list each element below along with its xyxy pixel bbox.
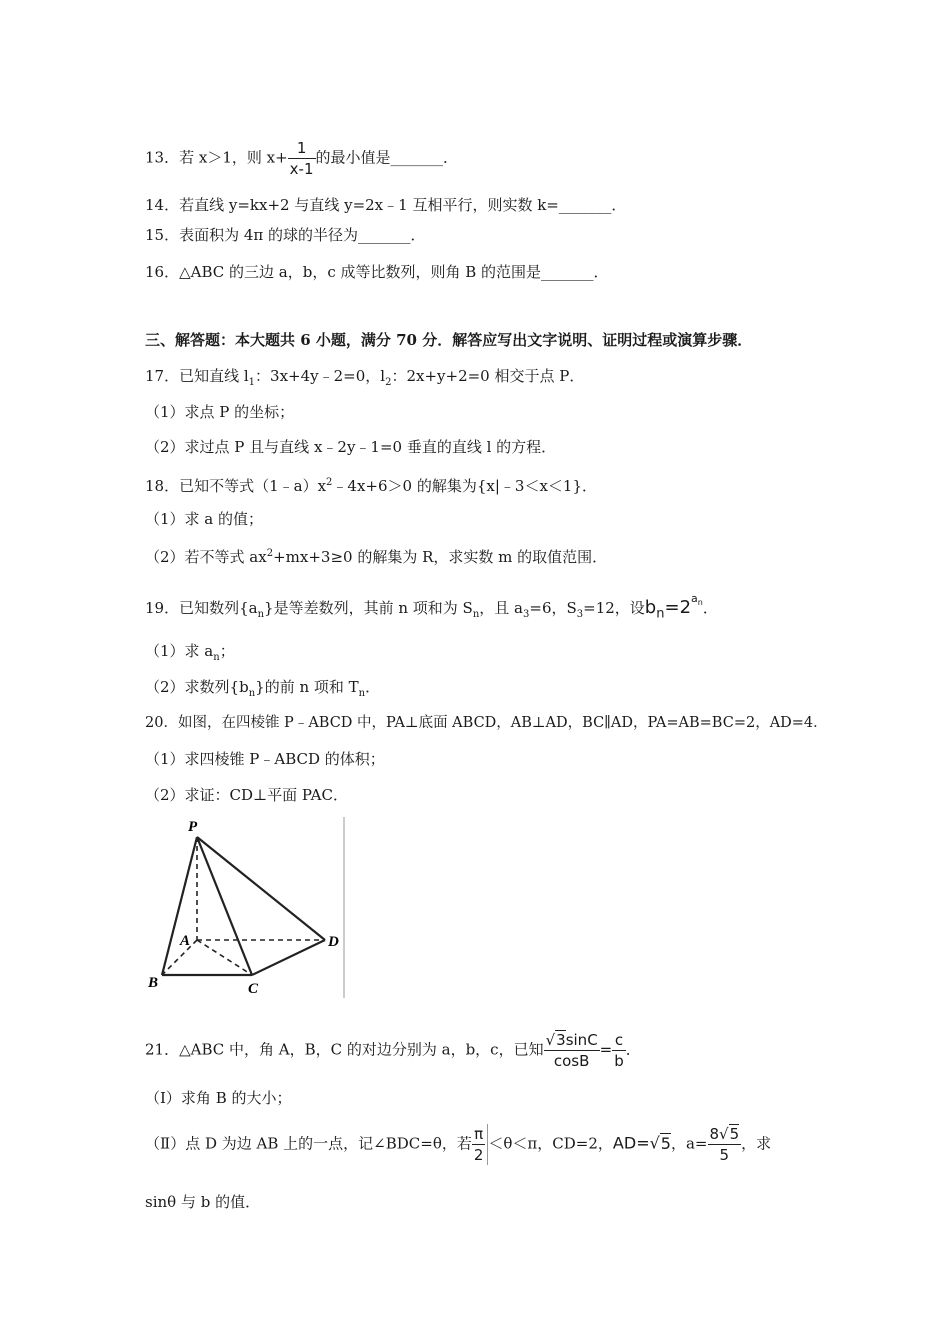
q21-frac1-num: √3sinC xyxy=(545,1031,598,1049)
question-13 xyxy=(145,138,458,179)
q21-a-num: 8√5 xyxy=(709,1125,740,1143)
q19-part-1 xyxy=(145,641,235,668)
q21-a-fraction xyxy=(708,1124,742,1165)
label-D: D xyxy=(328,934,339,950)
q21-a-den: 5 xyxy=(708,1144,742,1165)
q21-frac1-den: cosB xyxy=(544,1050,600,1071)
q19-sub-n2: n xyxy=(472,609,480,620)
q18-sup: 2 xyxy=(326,477,333,488)
edge-AC xyxy=(197,940,252,975)
question-20: 20．如图，在四棱锥 P﹣ABCD 中，PA⊥底面 ABCD，AB⊥AD，BC∥AD，PA=AB=BC=2，AD=4． xyxy=(145,715,828,731)
q21-part-2 xyxy=(145,1124,771,1165)
q19-p1-a: （1）求 a xyxy=(145,642,214,660)
q21-frac1-sqrt: 3 xyxy=(556,1031,566,1049)
q19-formula-exp-sub: n xyxy=(697,598,703,608)
q19-formula xyxy=(644,592,703,622)
q17-stem-a: 17．已知直线 l xyxy=(145,367,249,385)
q19-stem-d: =6，S xyxy=(529,599,577,617)
section-3-title: 三、解答题：本大题共 6 小题，满分 70 分．解答应写出文字说明、证明过程或演算步骤． xyxy=(145,331,753,349)
q19-formula-n: n xyxy=(656,606,665,622)
q21-a-num-sqrt: 5 xyxy=(729,1125,740,1143)
q19-stem-e: =12，设 xyxy=(583,599,645,617)
q13-number: 13． xyxy=(145,148,180,167)
q19-stem-a: 19．已知数列{a xyxy=(145,599,258,617)
q17-sub-2: 2 xyxy=(385,377,392,388)
q18-part-2 xyxy=(145,544,607,567)
q19-p2-c: ． xyxy=(365,678,381,696)
q17-sub-1: 1 xyxy=(248,377,256,388)
label-B: B xyxy=(148,975,159,991)
q19-sub-3a: 3 xyxy=(523,609,530,620)
q19-p2-sub2: n xyxy=(358,688,366,699)
question-15: 15．表面积为 4π 的球的半径为_______． xyxy=(145,226,426,244)
q21-ad-formula: AD=√5 xyxy=(612,1133,671,1153)
q17-part-2: （2）求过点 P 且与直线 x﹣2y﹣1=0 垂直的直线 l 的方程． xyxy=(145,438,557,456)
q13-text-pre: 若 x＞1，则 x+ xyxy=(179,148,288,167)
q20-part-1: （1）求四棱锥 P﹣ABCD 的体积； xyxy=(145,750,385,768)
q21-pi-fraction xyxy=(472,1124,489,1165)
q17-stem-c: ：2x+y+2=0 相交于点 P． xyxy=(391,367,585,385)
edge-PD xyxy=(197,837,325,940)
q19-stem-b: }是等差数列，其前 n 项和为 S xyxy=(264,599,473,617)
q21-frac2-den: b xyxy=(614,1052,624,1070)
q13-fraction xyxy=(288,138,316,179)
q18-p2-sup: 2 xyxy=(266,548,274,559)
q21-fraction-1 xyxy=(544,1030,600,1071)
q17-stem-b: ：3x+4y﹣2=0，l xyxy=(255,367,386,385)
edge-PB xyxy=(162,837,197,975)
question-17 xyxy=(145,366,584,393)
q19-stem-end: ． xyxy=(702,599,718,617)
label-A: A xyxy=(180,933,191,949)
q19-p1-sub: n xyxy=(213,652,220,663)
q19-formula-exp: a xyxy=(691,592,698,605)
q19-formula-eq: =2 xyxy=(664,597,692,618)
q21-stem-a: 21．△ABC 中，角 A，B，C 的对边分别为 a，b，c，已知 xyxy=(145,1040,544,1059)
q19-sub-3b: 3 xyxy=(576,609,584,620)
q21-part-1: （Ⅰ）求角 B 的大小； xyxy=(145,1089,292,1107)
q21-stem-end: ． xyxy=(625,1040,641,1059)
q21-last-line: sinθ 与 b 的值． xyxy=(145,1193,261,1211)
q13-frac-den: x-1 xyxy=(289,160,314,178)
q19-stem-c: ，且 a xyxy=(479,599,523,617)
q13-text-post: 的最小值是_______． xyxy=(315,148,459,167)
q19-p2-a: （2）求数列{b xyxy=(145,678,249,696)
question-21 xyxy=(145,1030,641,1071)
q21-ad-label: AD= xyxy=(612,1133,650,1153)
q18-stem-a: 18．已知不等式（1﹣a）x xyxy=(145,477,327,495)
edge-CD xyxy=(252,940,325,975)
q21-p2-a: （Ⅱ）点 D 为边 AB 上的一点，记∠BDC=θ，若 xyxy=(145,1134,472,1153)
q13-frac-num: 1 xyxy=(296,139,307,157)
q21-frac1-rest: sinC xyxy=(565,1031,598,1049)
q18-part-1: （1）求 a 的值； xyxy=(145,510,264,528)
q19-p2-sub1: n xyxy=(248,688,256,699)
q19-p1-b: ； xyxy=(219,642,235,660)
label-P: P xyxy=(188,819,198,835)
q19-p2-b: }的前 n 项和 T xyxy=(255,678,359,696)
q19-part-2 xyxy=(145,677,380,704)
q18-stem-b: ﹣4x+6＞0 的解集为{x|﹣3＜x＜1}． xyxy=(332,477,597,495)
q18-p2-a: （2）若不等式 ax xyxy=(145,548,267,566)
q17-part-1: （1）求点 P 的坐标； xyxy=(145,403,295,421)
question-18 xyxy=(145,473,597,496)
question-19 xyxy=(145,593,718,625)
question-14: 14．若直线 y=kx+2 与直线 y=2x﹣1 互相平行，则实数 k=_______． xyxy=(145,196,627,214)
edge-PC xyxy=(197,837,252,975)
label-C: C xyxy=(248,981,259,997)
q21-p2-c: ，a= xyxy=(670,1134,708,1153)
q21-frac2-num: c xyxy=(614,1031,624,1049)
q19-formula-b: b xyxy=(644,597,657,618)
pyramid-figure xyxy=(140,815,355,1000)
q21-fraction-2 xyxy=(612,1030,626,1071)
q21-p2-b: ＜θ＜π，CD=2， xyxy=(488,1134,613,1153)
q21-p2-d: ，求 xyxy=(741,1134,772,1153)
q18-p2-b: +mx+3≥0 的解集为 R，求实数 m 的取值范围． xyxy=(273,548,608,566)
q19-sub-n1: n xyxy=(257,609,265,620)
q20-part-2: （2）求证：CD⊥平面 PAC． xyxy=(145,786,348,804)
q21-eq: = xyxy=(599,1040,613,1059)
question-16: 16．△ABC 的三边 a，b，c 成等比数列，则角 B 的范围是_______． xyxy=(145,263,609,281)
q21-ad-sqrt: 5 xyxy=(660,1133,671,1153)
q21-pi-num: π xyxy=(474,1125,484,1143)
q21-pi-den: 2 xyxy=(473,1146,484,1164)
q21-a-num-pre: 8 xyxy=(709,1125,720,1143)
